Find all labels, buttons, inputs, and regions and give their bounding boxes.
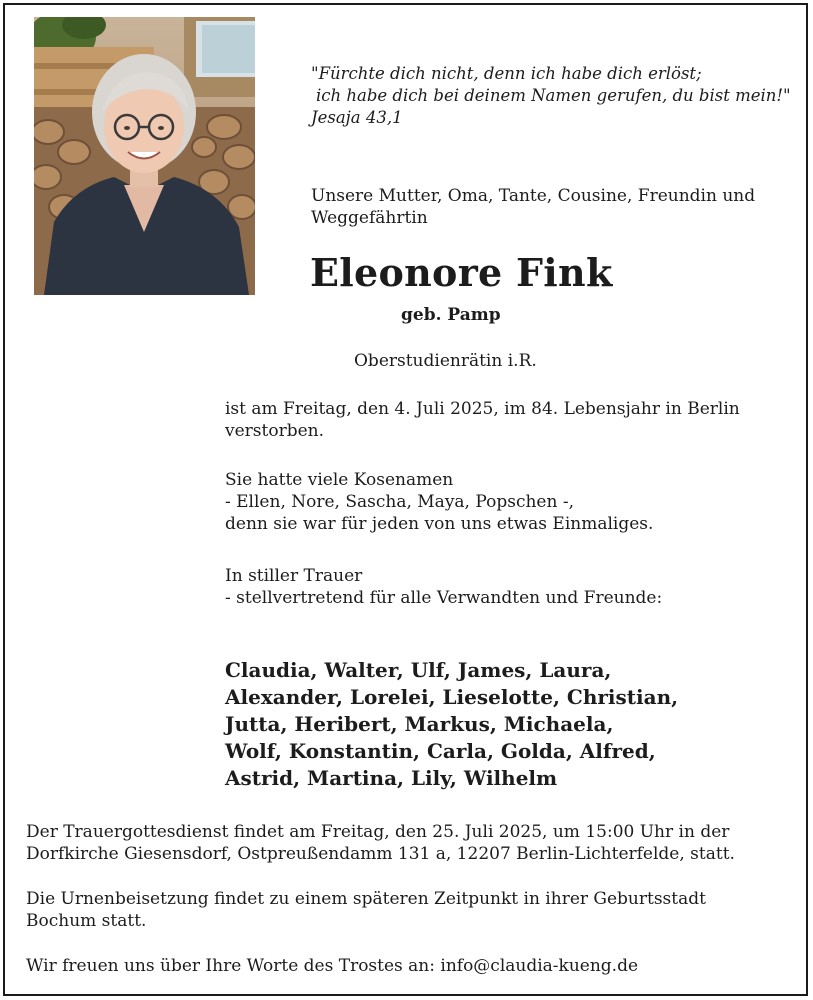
quote-line-2: ich habe dich bei deinem Namen gerufen, du bist mein!" — [316, 86, 791, 105]
urn-line-1: Die Urnenbeisetzung findet zu einem späteren Zeitpunkt in ihrer Geburtsstadt — [26, 889, 706, 909]
service-line-1: Der Trauergottesdienst findet am Freitag, den 25. Juli 2025, um 15:00 Uhr in der — [26, 822, 730, 842]
signers-line-2: Alexander, Lorelei, Lieselotte, Christian, — [225, 685, 679, 709]
intro-line-2: Weggefährtin — [311, 208, 428, 228]
mourning-line-1: In stiller Trauer — [225, 566, 363, 586]
intro-line-1: Unsere Mutter, Oma, Tante, Cousine, Freundin und — [311, 186, 756, 206]
nicknames-line-2: - Ellen, Nore, Sascha, Maya, Popschen -, — [225, 492, 574, 512]
signers-line-5: Astrid, Martina, Lily, Wilhelm — [225, 766, 558, 790]
professional-title: Oberstudienrätin i.R. — [354, 351, 537, 371]
death-line-1: ist am Freitag, den 4. Juli 2025, im 84. Lebensjahr in Berlin — [225, 399, 740, 419]
nicknames-line-3: denn sie war für jeden von uns etwas Einmaliges. — [225, 514, 654, 534]
portrait-photo — [34, 17, 255, 295]
quote-line-1: "Fürchte dich nicht, denn ich habe dich erlöst; — [311, 64, 702, 83]
signers-line-4: Wolf, Konstantin, Carla, Golda, Alfred, — [225, 739, 656, 763]
signers-line-3: Jutta, Heribert, Markus, Michaela, — [225, 712, 614, 736]
urn-line-2: Bochum statt. — [26, 911, 147, 931]
service-line-2: Dorfkirche Giesensdorf, Ostpreußendamm 131 a, 12207 Berlin-Lichterfelde, statt. — [26, 844, 735, 864]
birth-name: geb. Pamp — [401, 305, 501, 325]
obituary-notice — [3, 3, 808, 996]
death-line-2: verstorben. — [225, 421, 325, 441]
deceased-name: Eleonore Fink — [310, 250, 613, 295]
portrait-illustration — [34, 17, 255, 295]
nicknames-line-1: Sie hatte viele Kosenamen — [225, 470, 454, 490]
quote-source: Jesaja 43,1 — [311, 108, 403, 127]
mourning-line-2: - stellvertretend für alle Verwandten und Freunde: — [225, 588, 663, 608]
signers-line-1: Claudia, Walter, Ulf, James, Laura, — [225, 658, 612, 682]
contact-line: Wir freuen uns über Ihre Worte des Trostes an: info@claudia-kueng.de — [26, 956, 639, 976]
